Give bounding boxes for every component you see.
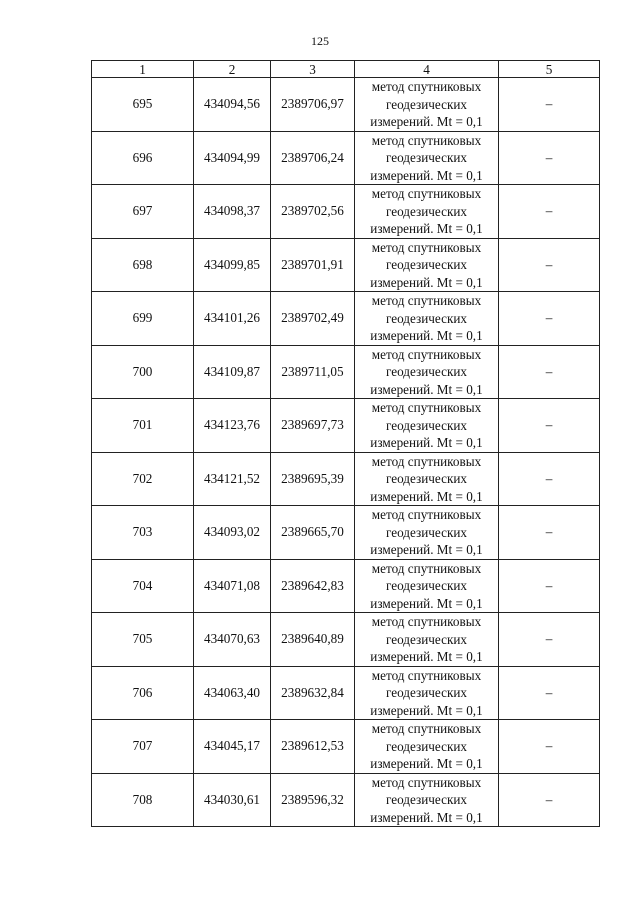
- method-cell: [355, 773, 499, 827]
- column-header-5: 5: [499, 61, 600, 78]
- table-row: [92, 506, 600, 560]
- table-row: [92, 78, 600, 132]
- x-coordinate-cell: 434093,02: [194, 506, 271, 560]
- column-header-2: 2: [194, 61, 271, 78]
- method-line: метод спутниковых: [371, 132, 482, 148]
- description-cell: –: [499, 238, 600, 292]
- table-row: [92, 131, 600, 185]
- method-cell: [355, 399, 499, 453]
- point-number-cell: 704: [92, 559, 194, 613]
- table-row: [92, 559, 600, 613]
- method-cell: [355, 452, 499, 506]
- method-line: измерений. Mt = 0,1: [370, 756, 483, 771]
- method-cell: [355, 345, 499, 399]
- method-line: измерений. Mt = 0,1: [370, 542, 483, 557]
- method-line: измерений. Mt = 0,1: [370, 809, 483, 825]
- x-coordinate-cell: 434063,40: [194, 666, 271, 720]
- x-coordinate-cell: 434094,99: [194, 131, 271, 185]
- method-line: геодезических: [385, 471, 468, 486]
- method-line: геодезических: [385, 417, 468, 433]
- method-line: метод спутниковых: [371, 453, 482, 469]
- x-coordinate-cell: 434094,56: [194, 78, 271, 132]
- table-row: [92, 773, 600, 827]
- description-cell: –: [499, 185, 600, 239]
- point-number-cell: 702: [92, 452, 194, 506]
- method-line: измерений. Mt = 0,1: [370, 328, 483, 343]
- method-line: измерений. Mt = 0,1: [370, 381, 483, 397]
- table-row: [92, 452, 600, 506]
- x-coordinate-cell: 434045,17: [194, 720, 271, 774]
- point-number-cell: 703: [92, 506, 194, 560]
- y-coordinate-cell: 2389612,53: [271, 720, 355, 774]
- method-line: измерений. Mt = 0,1: [370, 702, 483, 718]
- y-coordinate-cell: 2389642,83: [271, 559, 355, 613]
- column-header-3: 3: [271, 61, 355, 78]
- method-cell: [355, 292, 499, 346]
- method-line: геодезических: [385, 364, 468, 379]
- description-cell: –: [499, 506, 600, 560]
- description-cell: –: [499, 613, 600, 667]
- description-cell: –: [499, 452, 600, 506]
- y-coordinate-cell: 2389702,49: [271, 292, 355, 346]
- method-cell: [355, 506, 499, 560]
- point-number-cell: 698: [92, 238, 194, 292]
- y-coordinate-cell: 2389702,56: [271, 185, 355, 239]
- point-number-cell: 700: [92, 345, 194, 399]
- method-cell: [355, 131, 499, 185]
- method-line: метод спутниковых: [371, 774, 482, 790]
- method-line: геодезических: [385, 738, 468, 754]
- x-coordinate-cell: 434030,61: [194, 773, 271, 827]
- description-cell: –: [499, 773, 600, 827]
- point-number-cell: 705: [92, 613, 194, 667]
- x-coordinate-cell: 434098,37: [194, 185, 271, 239]
- method-line: метод спутниковых: [371, 400, 482, 415]
- method-line: измерений. Mt = 0,1: [370, 274, 483, 290]
- description-cell: –: [499, 666, 600, 720]
- description-cell: –: [499, 559, 600, 613]
- description-cell: –: [499, 78, 600, 132]
- table-row: [92, 399, 600, 453]
- method-line: измерений. Mt = 0,1: [370, 435, 483, 450]
- method-line: геодезических: [385, 150, 468, 165]
- point-number-cell: 696: [92, 131, 194, 185]
- method-line: измерений. Mt = 0,1: [370, 595, 483, 611]
- method-line: геодезических: [385, 631, 468, 647]
- method-cell: [355, 185, 499, 239]
- point-number-cell: 708: [92, 773, 194, 827]
- point-number-cell: 706: [92, 666, 194, 720]
- method-line: геодезических: [385, 578, 468, 593]
- method-line: метод спутниковых: [371, 721, 482, 736]
- method-line: геодезических: [385, 96, 468, 112]
- x-coordinate-cell: 434121,52: [194, 452, 271, 506]
- method-line: метод спутниковых: [371, 507, 482, 522]
- method-line: измерений. Mt = 0,1: [370, 221, 483, 236]
- method-line: измерений. Mt = 0,1: [370, 167, 483, 183]
- method-line: метод спутниковых: [371, 239, 482, 255]
- method-line: метод спутниковых: [371, 346, 482, 362]
- point-number-cell: 695: [92, 78, 194, 132]
- x-coordinate-cell: 434101,26: [194, 292, 271, 346]
- method-cell: [355, 666, 499, 720]
- coordinates-table: [91, 60, 600, 827]
- table-row: [92, 666, 600, 720]
- point-number-cell: 701: [92, 399, 194, 453]
- table-row: [92, 613, 600, 667]
- y-coordinate-cell: 2389632,84: [271, 666, 355, 720]
- method-line: геодезических: [385, 310, 468, 326]
- method-line: геодезических: [385, 203, 468, 219]
- method-cell: [355, 720, 499, 774]
- table-row: [92, 238, 600, 292]
- table-row: [92, 720, 600, 774]
- description-cell: –: [499, 131, 600, 185]
- x-coordinate-cell: 434071,08: [194, 559, 271, 613]
- method-line: метод спутниковых: [371, 614, 482, 629]
- y-coordinate-cell: 2389697,73: [271, 399, 355, 453]
- y-coordinate-cell: 2389596,32: [271, 773, 355, 827]
- method-line: измерений. Mt = 0,1: [370, 488, 483, 504]
- point-number-cell: 699: [92, 292, 194, 346]
- column-header-1: 1: [92, 61, 194, 78]
- description-cell: –: [499, 345, 600, 399]
- page-number: 125: [311, 34, 329, 48]
- point-number-cell: 707: [92, 720, 194, 774]
- table-row: [92, 185, 600, 239]
- y-coordinate-cell: 2389695,39: [271, 452, 355, 506]
- y-coordinate-cell: 2389706,24: [271, 131, 355, 185]
- y-coordinate-cell: 2389711,05: [271, 345, 355, 399]
- x-coordinate-cell: 434070,63: [194, 613, 271, 667]
- y-coordinate-cell: 2389640,89: [271, 613, 355, 667]
- method-line: измерений. Mt = 0,1: [370, 114, 483, 129]
- method-line: метод спутниковых: [371, 79, 482, 94]
- description-cell: –: [499, 399, 600, 453]
- method-cell: [355, 613, 499, 667]
- table-header-row: [92, 61, 600, 78]
- column-header-4: 4: [355, 61, 499, 78]
- method-line: геодезических: [385, 524, 468, 540]
- y-coordinate-cell: 2389665,70: [271, 506, 355, 560]
- method-line: метод спутниковых: [371, 186, 482, 201]
- method-cell: [355, 78, 499, 132]
- y-coordinate-cell: 2389706,97: [271, 78, 355, 132]
- method-line: геодезических: [385, 792, 468, 807]
- x-coordinate-cell: 434099,85: [194, 238, 271, 292]
- table-row: [92, 345, 600, 399]
- method-line: метод спутниковых: [371, 293, 482, 308]
- x-coordinate-cell: 434109,87: [194, 345, 271, 399]
- method-line: измерений. Mt = 0,1: [370, 649, 483, 664]
- table-body: [92, 78, 600, 827]
- method-line: геодезических: [385, 685, 468, 700]
- y-coordinate-cell: 2389701,91: [271, 238, 355, 292]
- point-number-cell: 697: [92, 185, 194, 239]
- table-row: [92, 292, 600, 346]
- method-line: геодезических: [385, 257, 468, 272]
- method-cell: [355, 559, 499, 613]
- description-cell: –: [499, 292, 600, 346]
- x-coordinate-cell: 434123,76: [194, 399, 271, 453]
- method-line: метод спутниковых: [371, 667, 482, 683]
- method-cell: [355, 238, 499, 292]
- description-cell: –: [499, 720, 600, 774]
- method-line: метод спутниковых: [371, 560, 482, 576]
